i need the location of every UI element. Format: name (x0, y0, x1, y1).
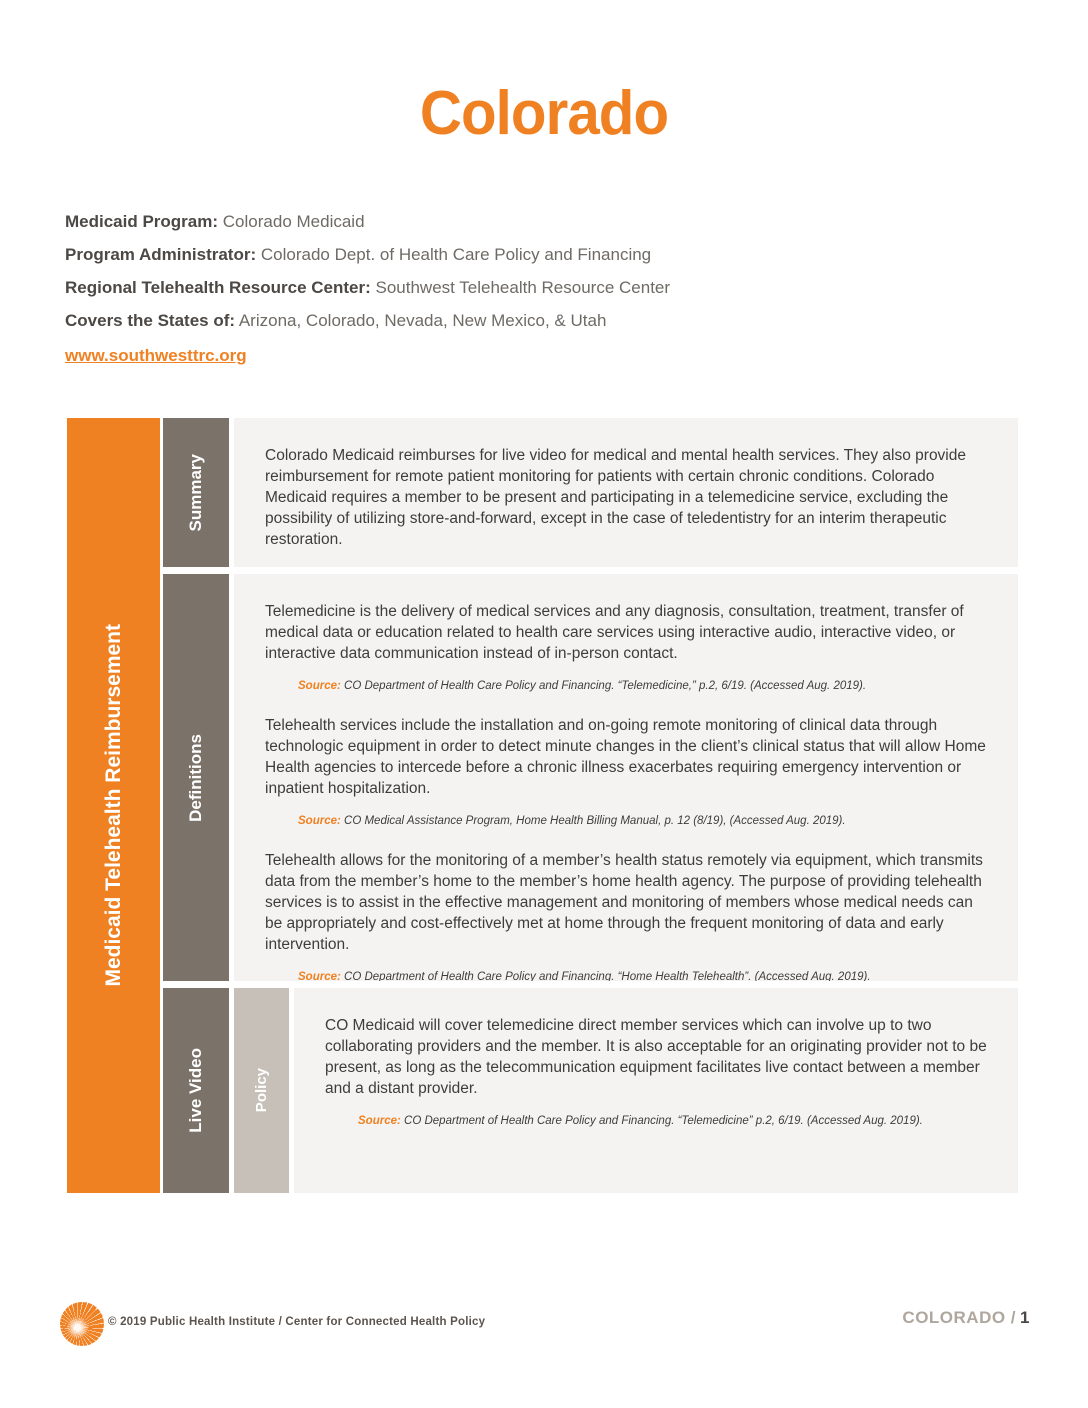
page-number: 1 (1020, 1308, 1030, 1327)
copyright-text: © 2019 Public Health Institute / Center for Connected Health Policy (108, 1316, 486, 1328)
field-value: Colorado Medicaid (222, 212, 365, 231)
tab-label: Summary (186, 453, 205, 532)
source-citation (298, 678, 990, 694)
tab-label: Live Video (186, 1048, 205, 1133)
header-field-program-administrator (65, 245, 670, 265)
page-footer (0, 1298, 1088, 1358)
table-rows (163, 418, 1018, 1193)
row-live-video (163, 988, 1018, 1193)
source-label: Source: (358, 1115, 401, 1127)
header-field-resource-center (65, 278, 670, 298)
row-summary (163, 418, 1018, 567)
header-field-medicaid-program (65, 212, 670, 232)
field-label: Covers the States of: (65, 311, 236, 330)
source-citation (298, 813, 990, 829)
definition-paragraph: Telemedicine is the delivery of medical services and any diagnosis, consultation, treatment, transfer of medical data or education related to health care services using interactive audio, interactive video, or interactive data communication instead of in-person contact. (265, 603, 964, 662)
source-citation (358, 1113, 990, 1129)
source-text: CO Medical Assistance Program, Home Health Billing Manual, p. 12 (8/19), (Accessed Aug. 2019). (344, 815, 846, 827)
source-label: Source: (298, 971, 341, 981)
row-definitions (163, 574, 1018, 981)
page-title: Colorado (419, 79, 669, 148)
reimbursement-table (67, 418, 1018, 1193)
field-label: Program Administrator: (65, 245, 257, 264)
source-label: Source: (298, 680, 341, 692)
field-label: Regional Telehealth Resource Center: (65, 278, 371, 297)
footer-state-label: COLORADO / (902, 1308, 1017, 1327)
source-text: CO Department of Health Care Policy and Financing. “Telemedicine” p.2, 6/19. (Accessed Aug. 2019). (404, 1115, 923, 1127)
website-link[interactable]: www.southwesttrc.org (65, 346, 247, 365)
summary-paragraph: Colorado Medicaid reimburses for live video for medical and mental health services. They also provide reimbursement for remote patient monitoring for patients with certain chronic conditions. Colorado Medicaid requires a member to be present and participating in a telemedicine service, excluding the possibility of utilizing store-and-forward, except in the case of teledentistry for an interim therapeutic restoration. (265, 447, 966, 548)
field-value: Arizona, Colorado, Nevada, New Mexico, & Utah (238, 311, 607, 330)
tab-live-video (163, 988, 229, 1193)
source-label: Source: (298, 815, 341, 827)
summary-panel (234, 418, 1018, 567)
header-field-covered-states (65, 311, 670, 331)
source-citation (298, 969, 990, 981)
tab-definitions (163, 574, 229, 981)
definition-paragraph: Telehealth allows for the monitoring of a member’s health status remotely via equipment, which transmits data from the member’s home to the member’s home health agency. The purpose of providing telehealth services is to assist in the effective management and monitoring of members whose medical needs can be appropriately and cost-effectively met at home through the frequent monitoring of data and early intervention. (265, 852, 983, 953)
field-label: Medicaid Program: (65, 212, 219, 231)
live-video-policy-panel (294, 988, 1018, 1193)
subtab-label: Policy (253, 1068, 270, 1113)
sunburst-logo-icon (60, 1302, 104, 1346)
field-value: Southwest Telehealth Resource Center (375, 278, 671, 297)
definitions-panel (234, 574, 1018, 981)
source-text: CO Department of Health Care Policy and Financing. “Home Health Telehealth”. (Accessed Aug. 2019). (344, 971, 871, 981)
policy-paragraph: CO Medicaid will cover telemedicine direct member services which can involve up to two collaborating providers and the member. It is also acceptable for an originating provider not to be present, as long as the telecommunication equipment facilitates live contact between a member and a distant provider. (325, 1017, 987, 1097)
page-indicator (902, 1308, 1030, 1328)
definition-paragraph: Telehealth services include the installation and on-going remote monitoring of clinical data through technologic equipment in order to detect minute changes in the client’s clinical status that will allow Home Health agencies to intercede before a chronic illness exacerbates requiring emergency intervention or inpatient hospitalization. (265, 717, 986, 797)
tab-label: Definitions (186, 733, 205, 822)
tab-policy (234, 988, 289, 1193)
tab-summary (163, 418, 229, 567)
sidebar-medicaid-telehealth-reimbursement (67, 418, 160, 1193)
header-info (65, 212, 670, 366)
sidebar-label: Medicaid Telehealth Reimbursement (101, 624, 125, 987)
source-text: CO Department of Health Care Policy and Financing. “Telemedicine,” p.2, 6/19. (Accessed Aug. 2019). (344, 680, 867, 692)
field-value: Colorado Dept. of Health Care Policy and Financing (260, 245, 652, 264)
